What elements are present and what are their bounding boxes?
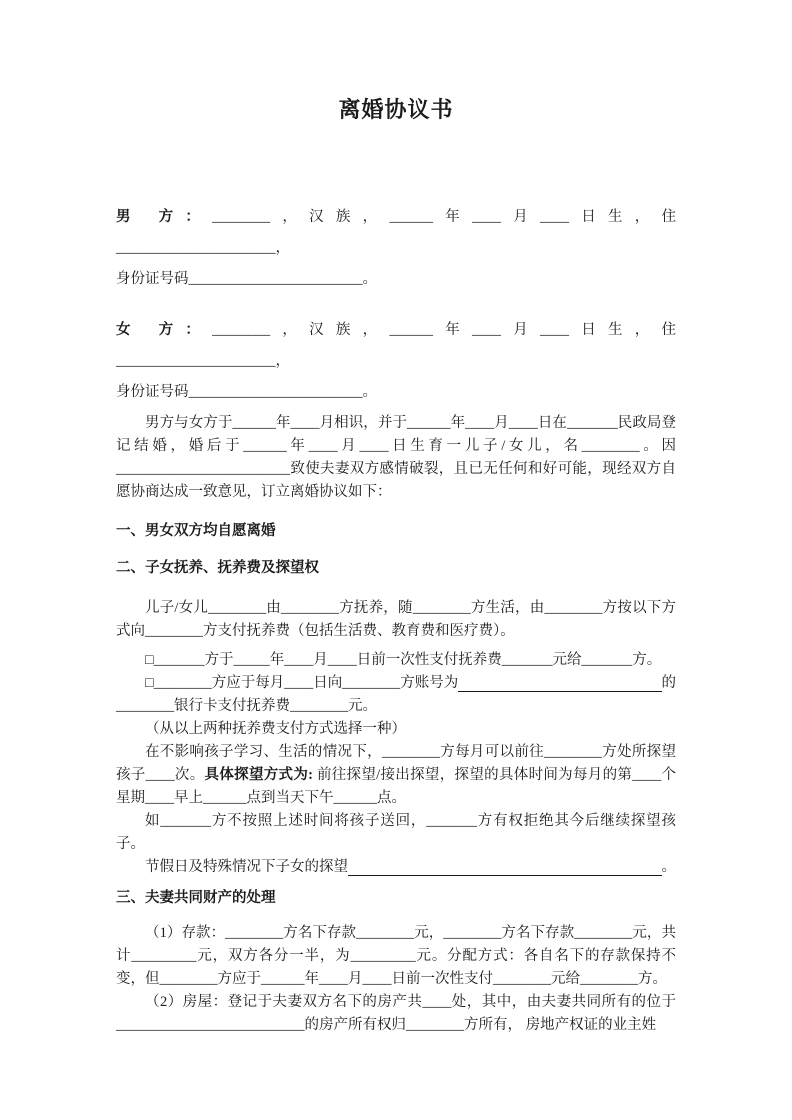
- option-note: （从以上两种抚养费支付方式选择一种）: [145, 721, 406, 737]
- monthly-option-line-suffix: 的: [661, 675, 676, 691]
- intro-paragraph: 男方与女方于______年____月相识，并于______年____月____日在_______民政局登记结婚，婚后于______年____月____日生育一儿子/女儿，名________。因________________________致使夫妻双方感情破裂，且已无任何和好可能，现经双方自愿协商达成一致意见，订立离婚协议如下：: [116, 415, 676, 500]
- party-male-info: ________，汉族，______年____月____日生，住: [212, 209, 677, 225]
- holiday-visitation-line-suffix: 。: [661, 859, 676, 875]
- party-male-address-line: ______________________，: [116, 240, 290, 256]
- section-3-heading: 三、夫妻共同财产的处理: [116, 890, 276, 906]
- party-female: [116, 315, 676, 408]
- section-2-heading: 二、子女抚养、抚养费及探望权: [116, 560, 319, 576]
- section-1-heading: 一、男女双方均自愿离婚: [116, 523, 276, 539]
- party-female-info: ________，汉族，______年____月____日生，住: [212, 322, 677, 338]
- property-paragraph: （2）房屋：登记于夫妻双方名下的房产共____处，其中，由夫妻共同所有的位于__________________________的房产所有权归________方所有， 房地产权证的业主姓: [116, 994, 676, 1033]
- monthly-option-line-text: □________方应于每月____日向________方账号为: [145, 675, 459, 691]
- visitation-paragraph-part-0: 在不影响孩子学习、生活的情况下，________方每月可以前往________方处所探望孩子____次。: [116, 744, 676, 783]
- monthly-option-line: [116, 672, 676, 695]
- party-male-label: 男 方：: [116, 209, 213, 225]
- custody-paragraph: 儿子/女儿________由________方抚养，随________方生活，由________方按以下方式向________方支付抚养费（包括生活费、教育费和医疗费）。: [116, 600, 676, 639]
- visitation-paragraph: [116, 741, 676, 810]
- monthly-option-continuation: ________银行卡支付抚养费________元。: [116, 698, 377, 714]
- visitation-violation-paragraph: 如_______方不按照上述时间将孩子送回，_______方有权拒绝其今后继续探望孩子。: [116, 813, 676, 852]
- document-body: [116, 202, 676, 1037]
- deposits-paragraph: （1）存款：________方名下存款________元，________方名下存款________元，共计_________元，双方各分一半，为_________元。分配方式：各自名下的存款保持不变，但________方应于______年____月____日前一次性支付________元给________方。: [116, 925, 676, 987]
- blank-underline: [458, 690, 661, 692]
- visitation-paragraph-part-2: 前往探望/接出探望，探望的具体时间为每月的第____个星期____早上______点到当天下午______点。: [116, 767, 677, 806]
- party-male-id-line: 身份证号码________________________。: [116, 271, 377, 287]
- visitation-paragraph-part-1: 具体探望方式为:: [204, 767, 314, 783]
- party-female-id-line: 身份证号码________________________。: [116, 384, 377, 400]
- lump-sum-option: □_______方于_____年____月____日前一次性支付抚养费_______元给_______方。: [145, 652, 662, 668]
- party-female-line: [116, 315, 676, 346]
- party-male-line: [116, 202, 676, 233]
- holiday-visitation-line: [116, 856, 676, 879]
- holiday-visitation-line-text: 节假日及特殊情况下子女的探望: [145, 859, 348, 875]
- party-male: [116, 202, 676, 295]
- blank-underline: [348, 874, 662, 876]
- document-title: 离婚协议书: [338, 97, 454, 122]
- party-female-address-line: ______________________，: [116, 353, 290, 369]
- party-female-label: 女 方：: [116, 322, 213, 338]
